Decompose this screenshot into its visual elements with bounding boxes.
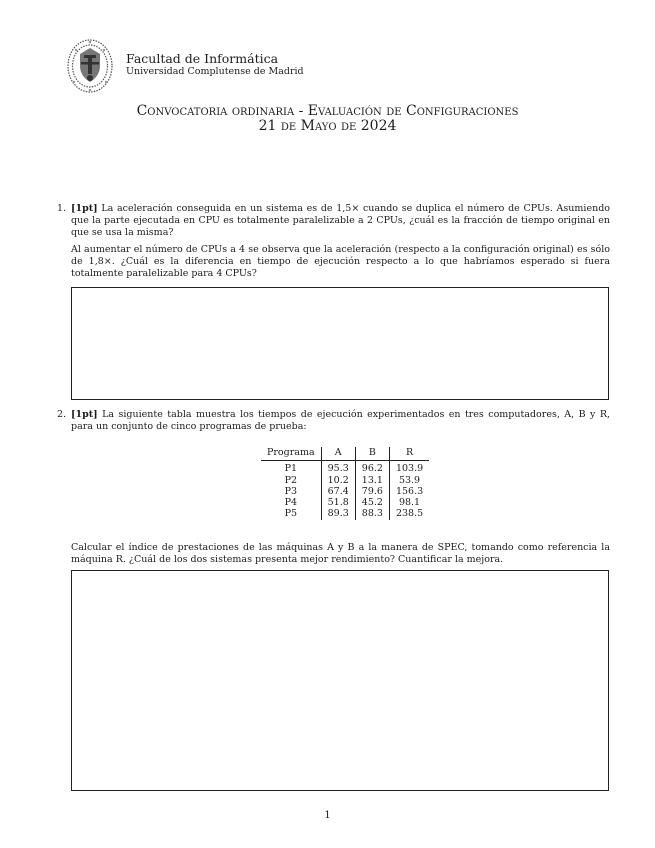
table-header-cell: A (321, 447, 355, 461)
question-2-text-1: La siguiente tabla muestra los tiempos de ejecución experimentados en tres computadores, A, B y R, para un conjunto de cinco programas de prueba: (71, 409, 610, 433)
table-cell: 13.1 (355, 475, 389, 486)
question-2-number: 2. (57, 409, 67, 420)
table-cell: 156.3 (389, 486, 429, 497)
table-cell: 96.2 (355, 461, 389, 475)
table-cell: 89.3 (321, 508, 355, 519)
table-cell: 238.5 (389, 508, 429, 519)
table-row (261, 486, 429, 497)
university-name: Universidad Complutense de Madrid (126, 65, 304, 77)
page-header (66, 38, 304, 94)
table-cell: 98.1 (389, 497, 429, 508)
table-row (261, 508, 429, 519)
table-cell: 51.8 (321, 497, 355, 508)
table-cell: 67.4 (321, 486, 355, 497)
table-header-cell: Programa (261, 447, 321, 461)
faculty-name: Facultad de Informática (126, 50, 279, 66)
exam-date: 21 de Mayo de 2024 (258, 118, 397, 134)
table-header-row (261, 447, 429, 461)
execution-times-table (261, 447, 429, 520)
table-cell: P5 (284, 508, 298, 520)
question-2-continued (57, 542, 610, 570)
question-1-text-1: La aceleración conseguida en un sistema es de 1,5× cuando se duplica el número de CPUs. Asumiendo que la parte ejecutada en CPU es totalmente paralelizable a 2 CPUs, ¿cuál es la fracción de tiempo original en que se usa la misma? (71, 203, 610, 239)
university-seal-icon (66, 38, 114, 94)
exam-title-line1: Convocatoria ordinaria - Evaluación de Configuraciones (136, 103, 519, 119)
answer-box-1[interactable] (71, 287, 609, 400)
table-cell: 53.9 (389, 475, 429, 486)
table-header-cell: R (389, 447, 429, 461)
answer-box-2[interactable] (71, 570, 609, 791)
question-1-paragraph-1 (71, 203, 610, 240)
question-2 (57, 409, 610, 437)
exam-title (0, 104, 655, 134)
table-cell: P1 (284, 463, 298, 475)
table-row (261, 475, 429, 486)
table-cell: P2 (284, 474, 298, 486)
table-cell: 79.6 (355, 486, 389, 497)
question-1-number: 1. (57, 203, 67, 214)
page-number: 1 (324, 810, 331, 821)
table-cell: P4 (284, 497, 298, 509)
question-2-paragraph-1 (71, 409, 610, 433)
table-row (261, 497, 429, 508)
table-cell: 88.3 (355, 508, 389, 519)
table-cell: 10.2 (321, 475, 355, 486)
question-1-text-2: Al aumentar el número de CPUs a 4 se observa que la aceleración (respecto a la configuración original) es sólo de 1,8×. ¿Cuál es la diferencia en tiempo de ejecución respecto a lo que habríamos esperado si fuera totalmente paralelizable para 4 CPUs? (71, 243, 610, 280)
question-1 (57, 203, 610, 284)
question-1-points: [1pt] (71, 203, 98, 214)
table-cell: 95.3 (321, 461, 355, 475)
question-2-text-2: Calcular el índice de prestaciones de las máquinas A y B a la manera de SPEC, tomando como referencia la máquina R. ¿Cuál de los dos sistemas presenta mejor rendimiento? Cuantificar la mejora. (71, 542, 610, 566)
table-cell: P3 (284, 485, 298, 497)
question-2-points: [1pt] (71, 409, 98, 420)
table-row (261, 461, 429, 475)
table-cell: 45.2 (355, 497, 389, 508)
table-header-cell: B (355, 447, 389, 461)
table-cell: 103.9 (389, 461, 429, 475)
